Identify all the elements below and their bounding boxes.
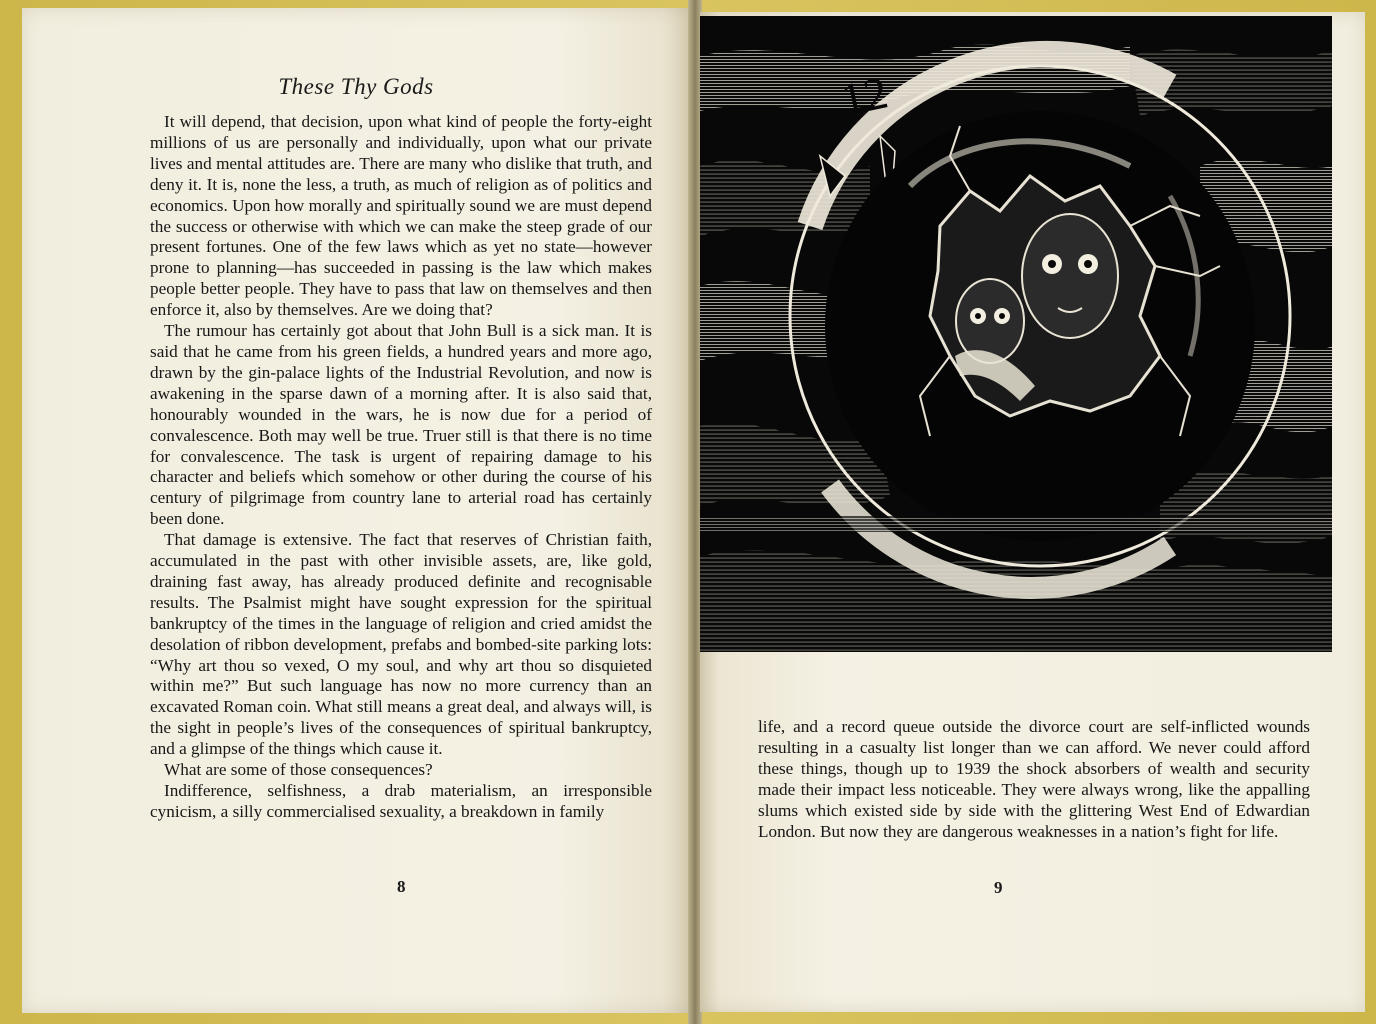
- clock-numeral-12: 12: [836, 66, 893, 126]
- paragraph: That damage is extensive. The fact that reserves of Christian faith, accumulated in the past with other invisible assets, are, like gold, draining fast away, has already produced definite and recognisable results. The Psalmist might have sought expression for the spiritual bankruptcy of the times in the language of religion and cried amidst the desolation of ribbon development, prefabs and bombed-site parking lots: “Why art thou so vexed, O my soul, and why art thou so disquieted within me?” But such language has now no more currency than an excavated Roman coin. What still means a great deal, and always will, is the sight in people’s lives of the consequences of spiritual bankruptcy, and a glimpse of the things which cause it.: [150, 530, 652, 759]
- paragraph: life, and a record queue outside the divorce court are self-inflicted wounds resulting in a casualty list longer than we can afford. We never could afford these things, though up to 1939 the shock absorbers of wealth and security made their impact less noticeable. They were always wrong, like the appalling slums which existed side by side with the glittering West End of Edwardian London. But now they are dangerous weaknesses in a nation’s fight for life.: [758, 717, 1310, 841]
- right-page-body: [758, 717, 1310, 842]
- left-page-body: [150, 112, 652, 823]
- wood-engraving-illustration: [700, 16, 1332, 652]
- paragraph: The rumour has certainly got about that John Bull is a sick man. It is said that he came from his green fields, a hundred years and more ago, drawn by the gin-palace lights of the Industrial Revolution, and now is awakening in the sparse dawn of a morning after. It is also said that, honourably wounded in the wars, he is now due for a period of convalescence. Both may well be true. Truer still is that there is no time for convalescence. The task is urgent of repairing damage to his character and beliefs which somehow or other during the course of his century of pilgrimage from country lane to arterial road has certainly been done.: [150, 321, 652, 529]
- running-head: These Thy Gods: [278, 74, 434, 99]
- paragraph: Indifference, selfishness, a drab materialism, an irresponsible cynicism, a silly commercialised sexuality, a breakdown in family: [150, 781, 652, 821]
- clock-numeral-11: 11: [750, 104, 814, 170]
- right-page: [700, 12, 1365, 1012]
- paragraph: What are some of those consequences?: [164, 760, 433, 780]
- page-number: 9: [994, 878, 1003, 897]
- paragraph: It will depend, that decision, upon what kind of people the forty-eight millions of us are personally and individually, upon what our private lives and mental attitudes are. There are many who dislike that truth, and deny it. It is, none the less, a truth, as much of religion as of politics and economics. Upon how morally and spiritually sound we are must depend the success or otherwise with which we can make the steep grade of our present fortunes. One of the few laws which as yet no state—however prone to planning—has succeeded in passing is the law which makes people better people. They have to pass that law on themselves and then enforce it, also by themselves. Are we doing that?: [150, 112, 652, 320]
- page-number: 8: [397, 877, 406, 896]
- clock-and-figures-engraving: [700, 16, 1332, 652]
- left-page: [22, 8, 690, 1013]
